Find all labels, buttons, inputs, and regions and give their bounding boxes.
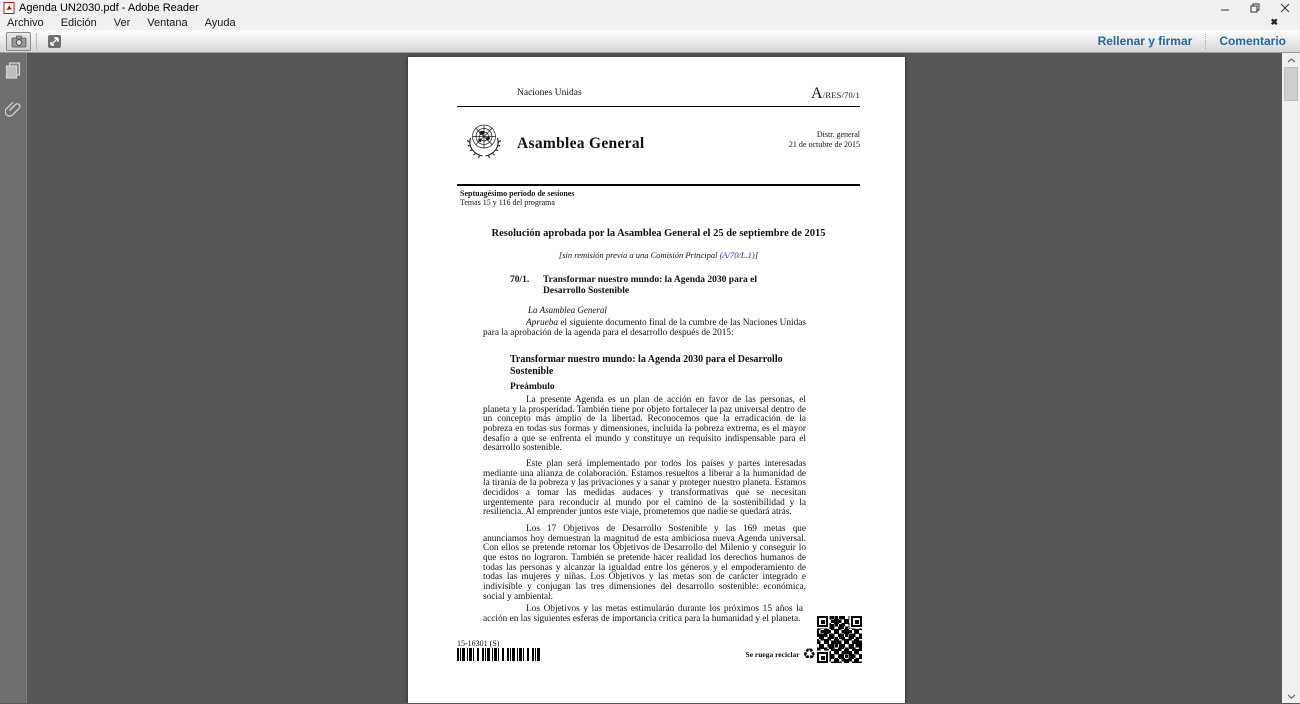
navigation-pane-strip [0,53,27,703]
menubar-close-icon[interactable]: ✖ [1270,17,1278,27]
opening-actor: La Asamblea General [528,305,607,315]
menu-ayuda[interactable]: Ayuda [204,17,236,29]
restore-button[interactable] [1240,0,1270,16]
body-name-heading: Asamblea General [517,135,645,152]
job-number: 15-16301 (S) [457,639,500,648]
toolbar-dotted-separator [1205,34,1206,49]
org-name: Naciones Unidas [517,88,582,98]
resolution-heading: Transformar nuestro mundo: la Agenda 2030 para el Desarrollo Sostenible [543,275,758,296]
resize-arrows-icon [47,34,62,49]
window-title: Agenda UN2030.pdf - Adobe Reader [19,2,199,14]
attachments-paperclip-icon [5,100,22,118]
menu-bar [0,16,1300,30]
snapshot-tool-button[interactable] [6,32,31,51]
main-area [0,53,1300,703]
qr-finder-icon [817,652,828,663]
attachments-button[interactable] [5,100,22,123]
document-symbol: A/RES/70/1 [811,85,860,102]
distribution-block: Distr. general 21 de octubre de 2015 [788,130,860,149]
toolbar-separator [36,33,37,50]
paragraph-3: Los 17 Objetivos de Desarrollo Sostenible y las 169 metas que anunciamos hoy demuestran la magnitud de esta ambiciosa nueva Agenda universal. Con ellos se pretende retomar los Objetivos de Desarrollo del Milenio y conseguir lo que estos no lograron. También se pretende hacer realidad los derechos humanos de todas las personas y alcanzar la igualdad entre los géneros y el empoderamiento de todas las mujeres y niñas. Los Objetivos y las metas son de carácter integrado e indivisible y conjugan las tres dimensiones del desarrollo sostenible: económica, social y ambiental. [483,524,806,602]
paragraph-4: Los Objetivos y las metas estimularán durante los próximos 15 años la acción en las siguientes esferas de importancia crítica para la humanidad y el planeta. [483,604,803,624]
adobe-pdf-icon [3,2,15,14]
qr-code [817,616,862,663]
title-bar [0,0,1300,16]
scrollbar-thumb[interactable] [1284,67,1298,101]
vertical-scrollbar[interactable] [1282,53,1300,703]
session-block: Septuagésimo período de sesiones Temas 15 y 116 del programa [460,189,575,207]
recycle-icon: ♻ [802,645,816,663]
menu-archivo[interactable]: Archivo [7,17,44,29]
opening-paragraph: Aprueba el siguiente documento final de la cumbre de las Naciones Unidas para la aprobación de la agenda para el desarrollo después de 2015: [483,318,806,338]
barcode [457,648,541,661]
preamble-heading: Preámbulo [510,382,555,392]
paragraph-1: La presente Agenda es un plan de acción en favor de las personas, el planeta y la prosperidad. También tiene por objeto fortalecer la paz universal dentro de un concepto más amplio de la libertad. Reconocemos que la erradicación de la pobreza en todas sus formas y dimensiones, incluida la pobreza extrema, es el mayor desafío a que se enfrenta el mundo y constituye un requisito indispensable para el desarrollo sostenible. [483,395,806,454]
menu-ventana[interactable]: Ventana [147,17,188,29]
page-thumbnails-icon [5,62,21,80]
recycle-note: Se ruega reciclar ♻ [745,645,816,663]
document-canvas[interactable] [27,53,1282,703]
qr-finder-icon [851,616,862,627]
comment-button[interactable]: Comentario [1219,34,1286,48]
resolution-title: Resolución aprobada por la Asamblea General el 25 de septiembre de 2015 [491,228,826,239]
menu-ver[interactable]: Ver [113,17,131,29]
pdf-page [408,57,905,703]
scroll-down-icon[interactable] [1282,689,1300,703]
close-button[interactable] [1270,0,1300,16]
fill-and-sign-button[interactable]: Rellenar y firmar [1097,34,1193,48]
resolution-number: 70/1. [510,275,530,285]
resize-tool-button[interactable] [42,32,67,51]
header-rule-thin [457,106,860,107]
snapshot-camera-icon [11,35,27,48]
document-heading: Transformar nuestro mundo: la Agenda 2030 para el Desarrollo Sostenible [510,354,783,377]
minimize-button[interactable] [1210,0,1240,16]
paragraph-2: Este plan será implementado por todos los países y partes interesadas mediante una alianza de colaboración. Estamos resueltos a liberar a la humanidad de la tiranía de la pobreza y las privaciones y a sanar y proteger nuestro planeta. Estamos decididos a tomar las medidas audaces y transformativas que se necesitan urgentemente para reconducir al mundo por el camino de la sostenibilidad y la resiliencia. Al emprender juntos este viaje, prometemos que nadie se quedará atrás. [483,459,806,518]
qr-finder-icon [817,616,828,627]
toolbar [0,30,1300,53]
menu-edicion[interactable]: Edición [60,17,97,29]
un-emblem-icon [463,121,505,165]
page-thumbnails-button[interactable] [5,62,21,85]
scroll-up-icon[interactable] [1282,53,1300,67]
resolution-subtitle: [sin remisión previa a una Comisión Principal (A/70/L.1)] [558,250,759,260]
header-rule-thick [457,184,860,186]
resolution-symbol-link[interactable]: (A/70/L.1) [719,250,755,260]
